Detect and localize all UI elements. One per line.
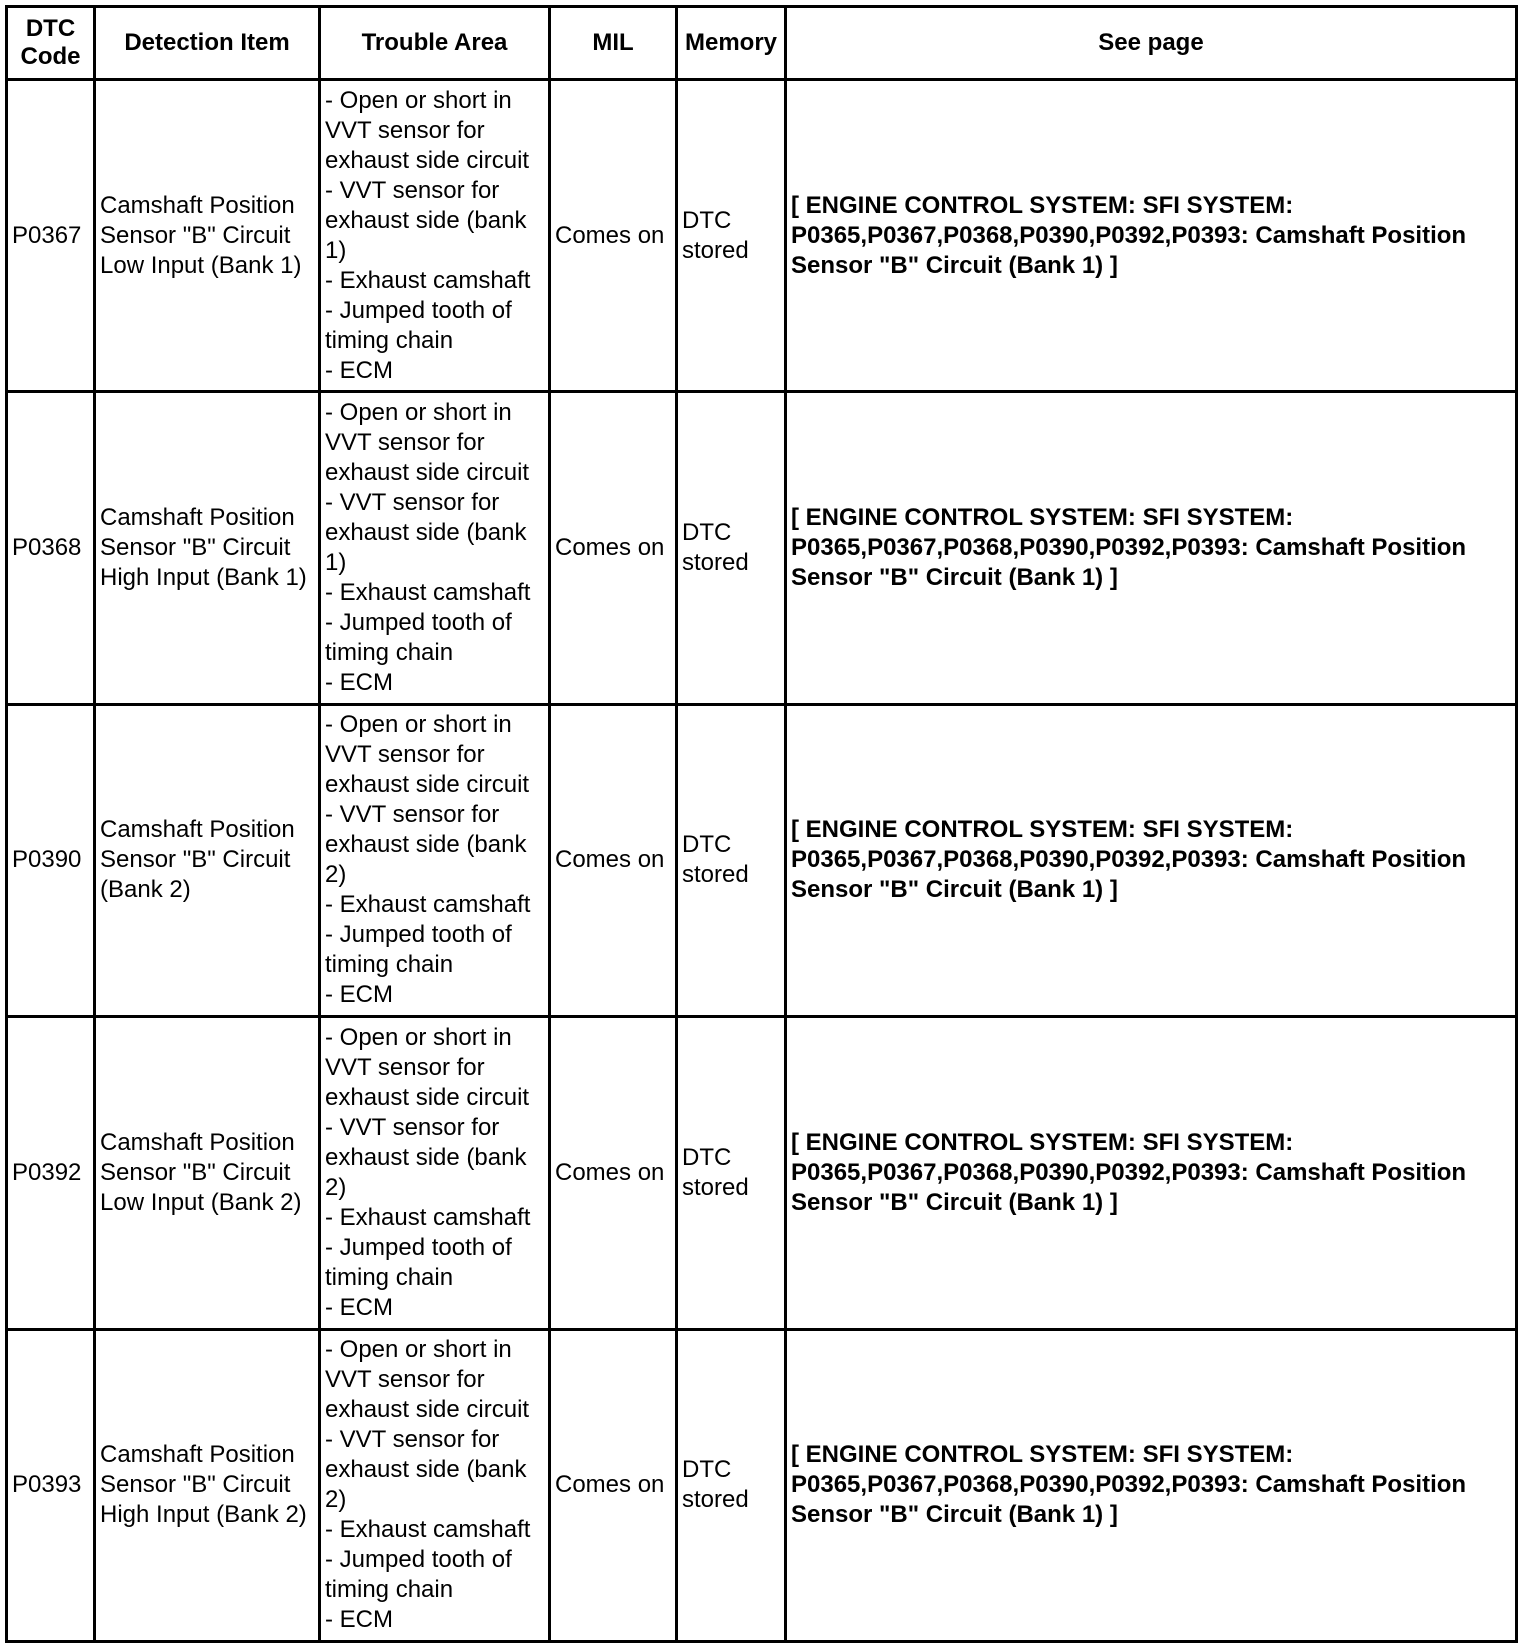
trouble-area-cell	[320, 1329, 550, 1641]
see-page-link[interactable]: [ ENGINE CONTROL SYSTEM: SFI SYSTEM: P0365,P0367,P0368,P0390,P0392,P0393: Camshaft Position Sensor "B" Circuit (Bank 1) ]	[786, 704, 1517, 1016]
header-row	[7, 7, 1517, 80]
trouble-area-item: - VVT sensor for exhaust side (bank 1)	[325, 489, 527, 577]
trouble-area-list	[325, 398, 544, 698]
trouble-area-item: - ECM	[325, 1293, 393, 1321]
header-memory: Memory	[677, 7, 786, 80]
see-page-link[interactable]: [ ENGINE CONTROL SYSTEM: SFI SYSTEM: P0365,P0367,P0368,P0390,P0392,P0393: Camshaft Position Sensor "B" Circuit (Bank 1) ]	[786, 80, 1517, 392]
trouble-area-item: - Jumped tooth of timing chain	[325, 921, 512, 979]
header-see-page: See page	[786, 7, 1517, 80]
detection-item-cell: Camshaft Position Sensor "B" Circuit High Input (Bank 1)	[95, 392, 320, 704]
trouble-area-list	[325, 710, 544, 1010]
dtc-code-cell: P0390	[7, 704, 95, 1016]
table-row	[7, 392, 1517, 704]
trouble-area-item: - Exhaust camshaft	[325, 1203, 531, 1231]
trouble-area-item: - ECM	[325, 356, 393, 384]
dtc-code-cell: P0393	[7, 1329, 95, 1641]
mil-cell: Comes on	[550, 1017, 677, 1329]
trouble-area-item: - Exhaust camshaft	[325, 266, 531, 294]
mil-cell: Comes on	[550, 704, 677, 1016]
trouble-area-list	[325, 1023, 544, 1323]
trouble-area-item: - VVT sensor for exhaust side (bank 2)	[325, 1113, 527, 1201]
memory-cell: DTC stored	[677, 392, 786, 704]
see-page-link[interactable]: [ ENGINE CONTROL SYSTEM: SFI SYSTEM: P0365,P0367,P0368,P0390,P0392,P0393: Camshaft Position Sensor "B" Circuit (Bank 1) ]	[786, 392, 1517, 704]
table-row	[7, 1329, 1517, 1641]
trouble-area-cell	[320, 392, 550, 704]
trouble-area-item: - Exhaust camshaft	[325, 579, 531, 607]
header-mil: MIL	[550, 7, 677, 80]
detection-item-cell: Camshaft Position Sensor "B" Circuit Low Input (Bank 1)	[95, 80, 320, 392]
table-row	[7, 1017, 1517, 1329]
trouble-area-item: - Open or short in VVT sensor for exhaust side circuit	[325, 399, 530, 487]
see-page-link[interactable]: [ ENGINE CONTROL SYSTEM: SFI SYSTEM: P0365,P0367,P0368,P0390,P0392,P0393: Camshaft Position Sensor "B" Circuit (Bank 1) ]	[786, 1017, 1517, 1329]
trouble-area-item: - ECM	[325, 1606, 393, 1634]
trouble-area-item: - VVT sensor for exhaust side (bank 1)	[325, 176, 527, 264]
detection-item-cell: Camshaft Position Sensor "B" Circuit High Input (Bank 2)	[95, 1329, 320, 1641]
trouble-area-item: - VVT sensor for exhaust side (bank 2)	[325, 1426, 527, 1514]
trouble-area-item: - Exhaust camshaft	[325, 891, 531, 919]
trouble-area-item: - Open or short in VVT sensor for exhaust side circuit	[325, 86, 530, 174]
table-row	[7, 80, 1517, 392]
trouble-area-cell	[320, 1017, 550, 1329]
trouble-area-list	[325, 86, 544, 386]
dtc-table	[5, 5, 1518, 1643]
trouble-area-item: - Open or short in VVT sensor for exhaust side circuit	[325, 1336, 530, 1424]
dtc-code-cell: P0367	[7, 80, 95, 392]
trouble-area-item: - Open or short in VVT sensor for exhaust side circuit	[325, 711, 530, 799]
header-dtc-code: DTC Code	[7, 7, 95, 80]
mil-cell: Comes on	[550, 392, 677, 704]
trouble-area-item: - Open or short in VVT sensor for exhaust side circuit	[325, 1023, 530, 1111]
trouble-area-cell	[320, 80, 550, 392]
trouble-area-item: - Jumped tooth of timing chain	[325, 296, 512, 354]
header-detection-item: Detection Item	[95, 7, 320, 80]
mil-cell: Comes on	[550, 80, 677, 392]
detection-item-cell: Camshaft Position Sensor "B" Circuit (Bank 2)	[95, 704, 320, 1016]
see-page-link[interactable]: [ ENGINE CONTROL SYSTEM: SFI SYSTEM: P0365,P0367,P0368,P0390,P0392,P0393: Camshaft Position Sensor "B" Circuit (Bank 1) ]	[786, 1329, 1517, 1641]
detection-item-cell: Camshaft Position Sensor "B" Circuit Low Input (Bank 2)	[95, 1017, 320, 1329]
trouble-area-item: - ECM	[325, 981, 393, 1009]
memory-cell: DTC stored	[677, 80, 786, 392]
trouble-area-cell	[320, 704, 550, 1016]
trouble-area-item: - VVT sensor for exhaust side (bank 2)	[325, 801, 527, 889]
memory-cell: DTC stored	[677, 1017, 786, 1329]
header-trouble-area: Trouble Area	[320, 7, 550, 80]
trouble-area-item: - Jumped tooth of timing chain	[325, 1233, 512, 1291]
trouble-area-item: - Jumped tooth of timing chain	[325, 1546, 512, 1604]
trouble-area-item: - ECM	[325, 669, 393, 697]
dtc-code-cell: P0368	[7, 392, 95, 704]
trouble-area-item: - Jumped tooth of timing chain	[325, 609, 512, 667]
dtc-code-cell: P0392	[7, 1017, 95, 1329]
memory-cell: DTC stored	[677, 1329, 786, 1641]
table-row	[7, 704, 1517, 1016]
trouble-area-item: - Exhaust camshaft	[325, 1516, 531, 1544]
trouble-area-list	[325, 1335, 544, 1635]
memory-cell: DTC stored	[677, 704, 786, 1016]
mil-cell: Comes on	[550, 1329, 677, 1641]
